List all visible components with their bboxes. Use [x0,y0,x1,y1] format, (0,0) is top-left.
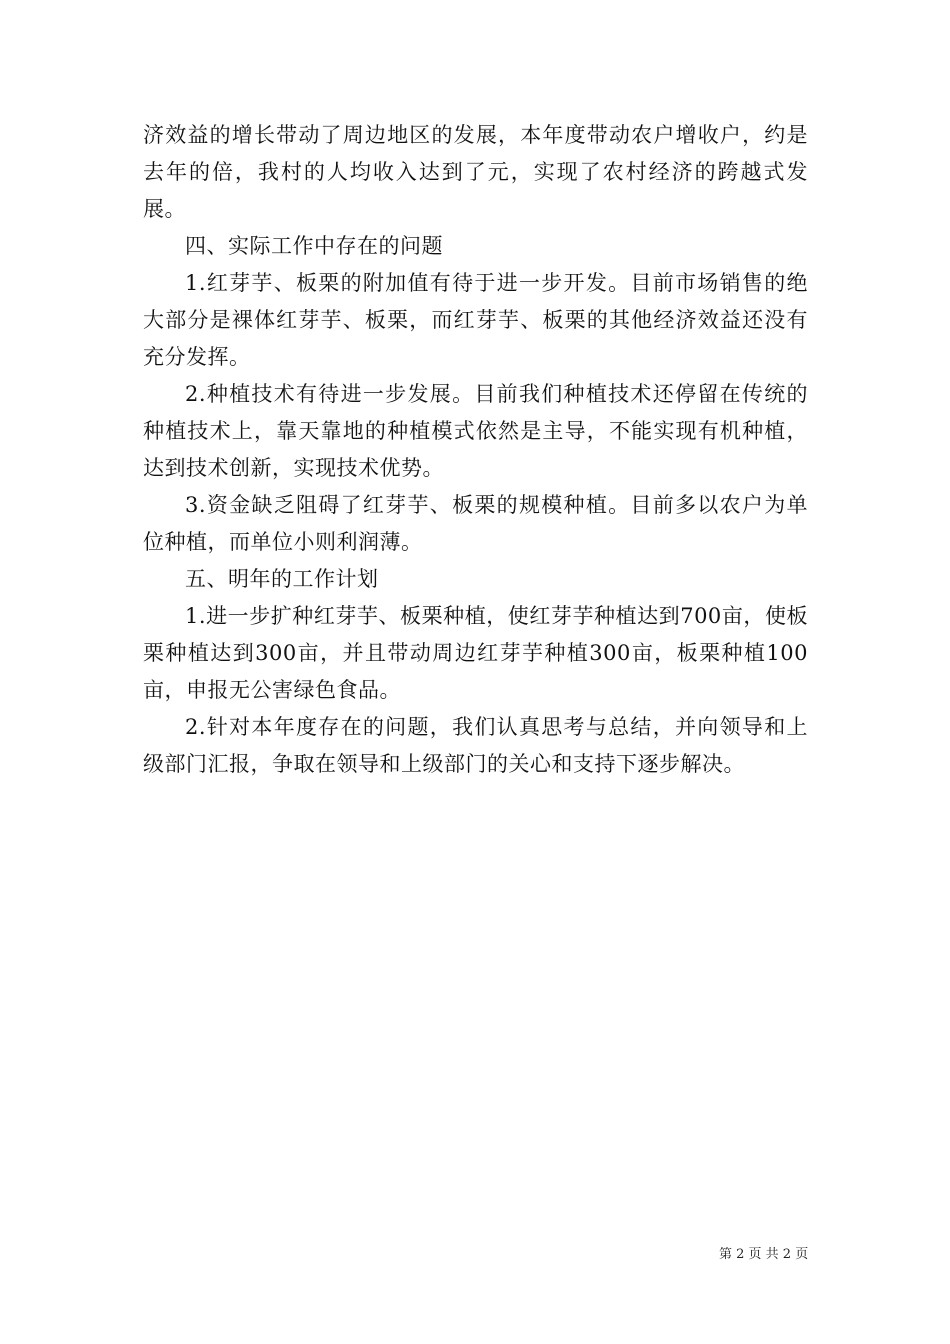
section-heading-problems: 四、实际工作中存在的问题 [185,234,443,258]
paragraph-continued-text: 济效益的增长带动了周边地区的发展，本年度带动农户增收户，约是去年的倍，我村的人均收入达到了元，实现了农村经济的跨越式发展。 [143,123,808,221]
paragraph-plan-2: 2.针对本年度存在的问题，我们认真思考与总结，并向领导和上级部门汇报，争取在领导和上级部门的关心和支持下逐步解决。 [143,715,808,776]
document-body [143,117,808,783]
paragraph-problem-2: 2.种植技术有待进一步发展。目前我们种植技术还停留在传统的种植技术上，靠天靠地的种植模式依然是主导，不能实现有机种植，达到技术创新，实现技术优势。 [143,382,808,480]
paragraph-problem-3: 3.资金缺乏阻碍了红芽芋、板栗的规模种植。目前多以农户为单位种植，而单位小则利润薄。 [143,493,808,554]
page-number-footer: 第 2 页 共 2 页 [719,1247,809,1262]
paragraph-problem-1: 1.红芽芋、板栗的附加值有待于进一步开发。目前市场销售的绝大部分是裸体红芽芋、板栗，而红芽芋、板栗的其他经济效益还没有充分发挥。 [143,271,808,369]
section-heading-plan: 五、明年的工作计划 [185,567,379,591]
paragraph-plan-1: 1.进一步扩种红芽芋、板栗种植，使红芽芋种植达到700亩，使板栗种植达到300亩，并且带动周边红芽芋种植300亩，板栗种植100亩，申报无公害绿色食品。 [143,604,808,702]
